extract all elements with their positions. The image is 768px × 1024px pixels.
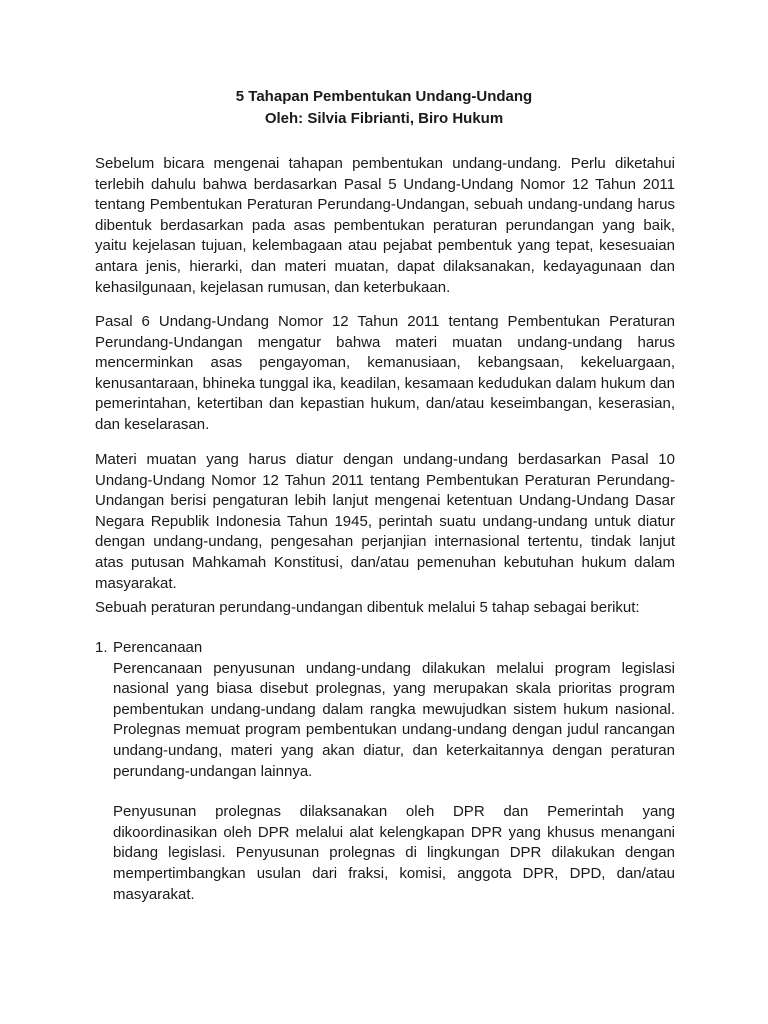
paragraph-pasal-6: Pasal 6 Undang-Undang Nomor 12 Tahun 2011 tentang Pembentukan Peraturan Perundang-Undangan mengatur bahwa materi muatan undang-undang harus mencerminkan asas pengayoman, kemanusiaan, kebangsaan, kekeluargaan, kenusantaraan, bhineka tunggal ika, keadilan, kesamaan kedudukan dalam hukum dan pemerintahan, ketertiban dan kepastian hukum, dan/atau keseimbangan, keserasian, dan keselarasan. <box>95 313 675 433</box>
list-item-paragraph-prolegnas: Perencanaan penyusunan undang-undang dilakukan melalui program legislasi nasional yang biasa disebut prolegnas, yang merupakan skala prioritas program pembentukan undang-undang dalam rangka mewujudkan sistem hukum nasional. Prolegnas memuat program pembentukan undang-undang dengan judul rancangan undang-undang, materi yang akan diatur, dan keterkaitannya dengan peraturan perundang-undangan lainnya. <box>113 659 675 780</box>
list-item-perencanaan <box>95 638 675 905</box>
list-item-number: 1. <box>95 639 108 656</box>
paragraph-pasal-10: Materi muatan yang harus diatur dengan undang-undang berdasarkan Pasal 10 Undang-Undang Nomor 12 Tahun 2011 tentang Pembentukan Peraturan Perundang-Undangan berisi pengaturan lebih lanjut mengenai ketentuan Undang-Undang Dasar Negara Republik Indonesia Tahun 1945, perintah suatu undang-undang untuk diatur dengan undang-undang, pengesahan perjanjian internasional tertentu, tindak lanjut atas putusan Mahkamah Konstitusi, dan/atau pemenuhan kebutuhan hukum dalam masyarakat. <box>95 451 675 592</box>
list-item-paragraph-penyusunan: Penyusunan prolegnas dilaksanakan oleh DPR dan Pemerintah yang dikoordinasikan oleh DPR melalui alat kelengkapan DPR yang khusus menangani bidang legislasi. Penyusunan prolegnas di lingkungan DPR dilakukan dengan mempertimbangkan usulan dari fraksi, komisi, anggota DPR, DPD, dan/atau masyarakat. <box>113 803 675 903</box>
document-header <box>0 86 768 130</box>
paragraph-intro: Sebelum bicara mengenai tahapan pembentukan undang-undang. Perlu diketahui terlebih dahulu bahwa berdasarkan Pasal 5 Undang-Undang Nomor 12 Tahun 2011 tentang Pembentukan Peraturan Perundang-Undangan, sebuah undang-undang harus dibentuk berdasarkan pada asas pembentukan peraturan perundangan yang baik, yaitu kejelasan tujuan, kelembagaan atau pejabat pembentuk yang tepat, kesesuaian antara jenis, hierarki, dan materi muatan, dapat dilaksanakan, kedayagunaan dan kehasilgunaan, kejelasan rumusan, dan keterbukaan. <box>95 155 675 296</box>
list-item-heading-row <box>95 638 675 659</box>
document-title: 5 Tahapan Pembentukan Undang-Undang <box>235 88 533 105</box>
paragraph-stages-intro: Sebuah peraturan perundang-undangan dibentuk melalui 5 tahap sebagai berikut: <box>95 599 640 616</box>
document-author: Oleh: Silvia Fibrianti, Biro Hukum <box>264 110 504 127</box>
list-item-heading: Perencanaan <box>113 639 203 656</box>
